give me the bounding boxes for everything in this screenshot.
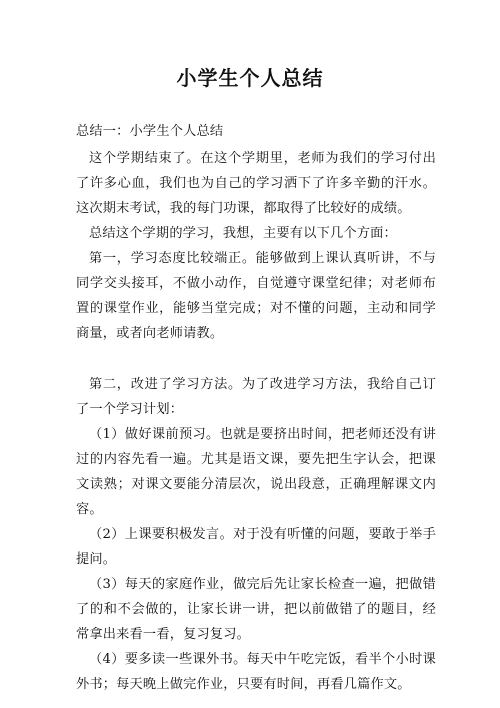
paragraph-intro: 这个学期结束了。在这个学期里，老师为我们的学习付出了许多心血，我们也为自己的学习洒下了许多辛勤的汗水。这次期末考试，我的每门功课，都取得了比较好的成绩。 — [76, 151, 436, 216]
plan-item-4: （4）要多读一些课外书。每天中午吃完饭，看半个小时课外书；每天晚上做完作业，只要有时间，再看几篇作文。 — [76, 652, 436, 692]
plan-item-2: （2）上课要积极发言。对于没有听懂的问题，要敢于举手提问。 — [76, 527, 436, 567]
paragraph-point-one: 第一，学习态度比较端正。能够做到上课认真听讲，不与同学交头接耳，不做小动作，自觉遵守课堂纪律；对老师布置的课堂作业，能够当堂完成；对不懂的问题，主动和同学商量，或者向老师请教。 — [76, 251, 436, 341]
section-heading: 总结一：小学生个人总结 — [76, 124, 224, 139]
document-title: 小学生个人总结 — [176, 66, 324, 90]
document-body — [76, 119, 436, 697]
paragraph-point-two: 第二，改进了学习方法。为了改进学习方法，我给自己订了一个学习计划： — [76, 377, 436, 417]
plan-item-3: （3）每天的家庭作业，做完后先让家长检查一遍，把做错了的和不会做的，让家长讲一讲，把以前做错了的题目，经常拿出来看一看，复习复习。 — [76, 577, 436, 642]
paragraph-summary-lead: 总结这个学期的学习，我想，主要有以下几个方面： — [89, 226, 397, 241]
plan-item-1: （1）做好课前预习。也就是要挤出时间，把老师还没有讲过的内容先看一遍。尤其是语文课，要先把生字认会，把课文读熟；对课文要能分清层次，说出段意，正确理解课文内容。 — [76, 427, 436, 517]
